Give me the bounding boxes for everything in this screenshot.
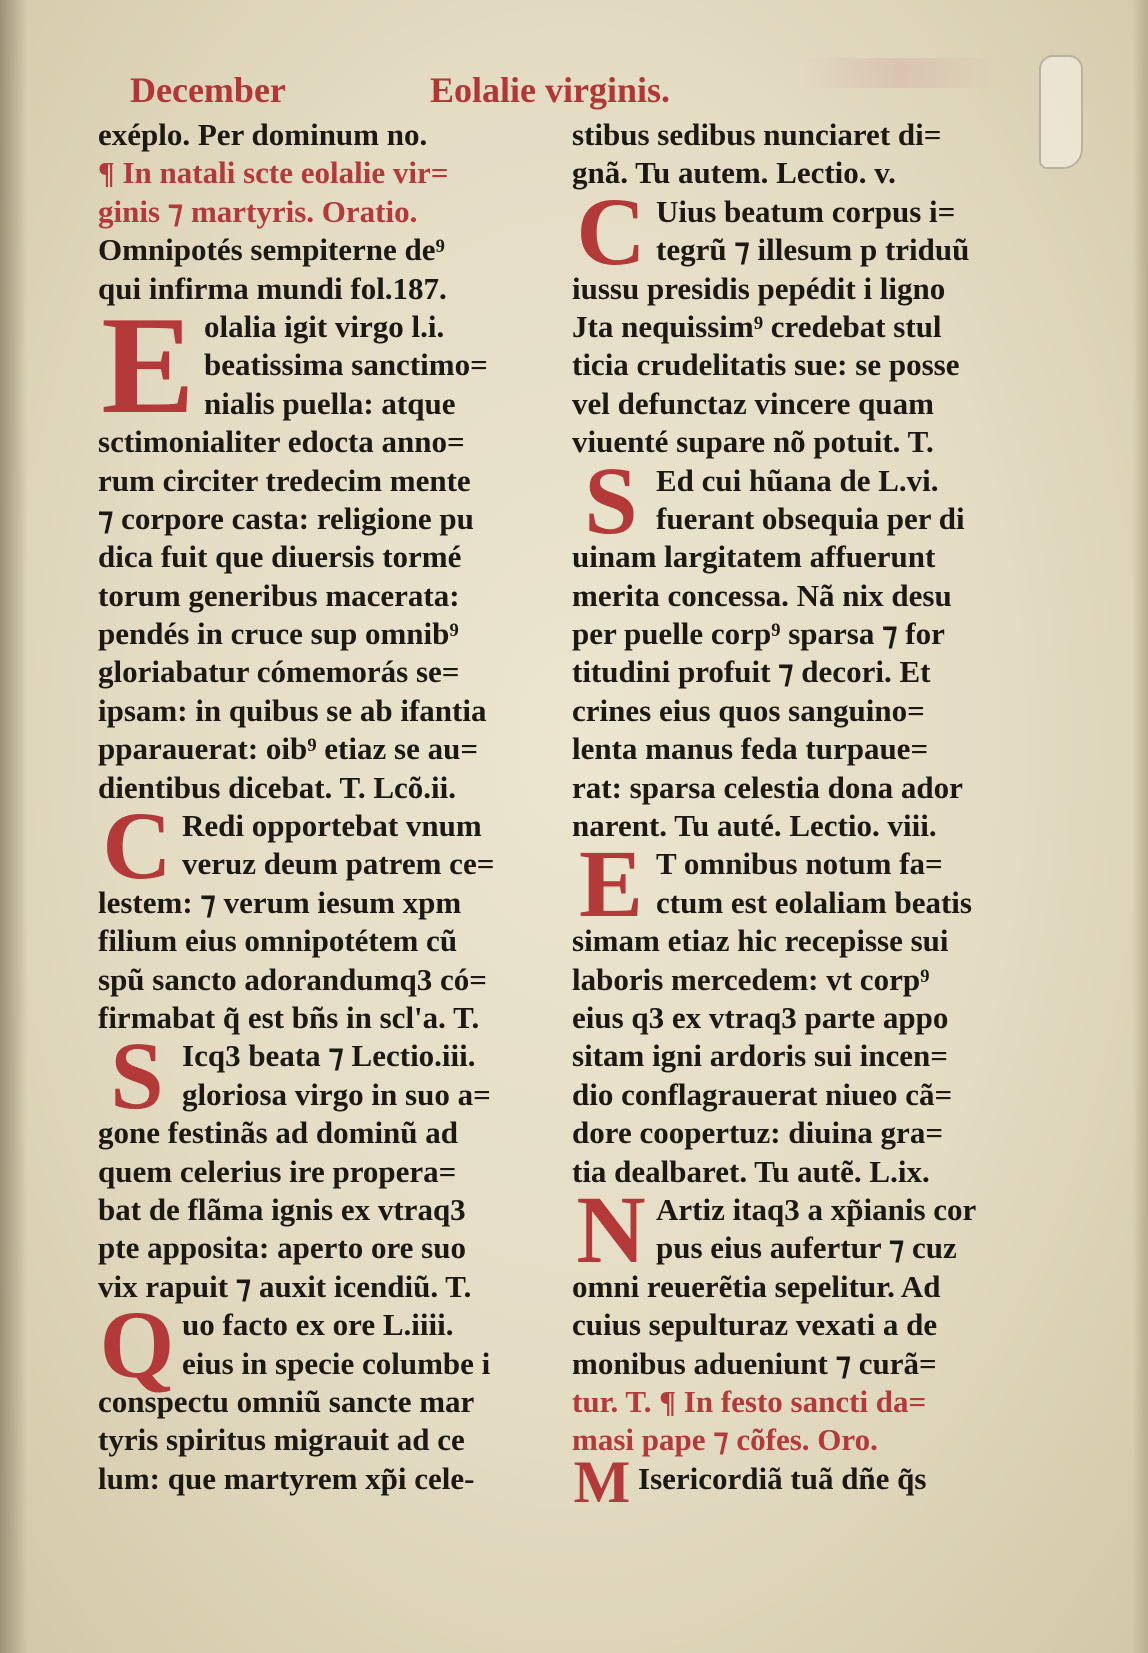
text-line: lenta manus feda turpaue=	[572, 731, 929, 767]
text-line: dientibus dicebat. T. Lcõ.ii.	[98, 769, 456, 805]
initial-capital: M	[573, 1448, 631, 1515]
text-line: pte apposita: aperto ore suo	[98, 1230, 466, 1266]
text-line: sitam igni ardoris sui incen=	[572, 1038, 948, 1074]
rubric-line: masi pape ⁊ cõfes. Oro.	[572, 1422, 878, 1458]
initial-capital: Q	[99, 1291, 175, 1399]
lectio-block-3	[98, 1022, 548, 1306]
text-line: simam etiaz hic recepisse sui	[572, 923, 949, 959]
text-line: iussu presidis pepédit i ligno	[572, 270, 946, 306]
text-line: sctimonialiter edocta anno=	[98, 424, 465, 460]
text-line: tegrũ ⁊ illesum p triduũ	[656, 232, 970, 268]
initial-capital: C	[102, 792, 172, 900]
page-edge	[1132, 0, 1148, 1653]
text-line: uinam largitatem affuerunt	[572, 539, 936, 575]
text-line: viuenté supare nõ potuit. T.	[572, 424, 934, 460]
text-line: quem celerius ire propera=	[98, 1153, 457, 1189]
text-line: dore coopertuz: diuina gra=	[572, 1115, 943, 1151]
text-line: Uius beatum corpus i=	[656, 193, 956, 229]
text-line: omni reuerẽtia sepelitur. Ad	[572, 1268, 941, 1304]
lectio-block-8	[572, 830, 1017, 1191]
left-column	[98, 116, 548, 1498]
text-line: gloriabatur cómemorás se=	[98, 654, 460, 690]
text-line: Redi opportebat vnum	[182, 808, 482, 844]
text-line: eius q3 ex vtraq3 parte appo	[572, 999, 949, 1035]
text-line: stibus sedibus nunciaret di=	[572, 117, 942, 152]
initial-capital: S	[110, 1022, 164, 1130]
initial-capital: E	[578, 830, 644, 938]
text-line: rat: sparsa celestia dona ador	[572, 769, 963, 805]
text-line: olalia igit virgo l.i.	[204, 308, 445, 344]
text-line: nialis puella: atque	[204, 385, 456, 421]
text-line: cuius sepulturaz vexati a de	[572, 1307, 938, 1343]
gutter-shadow	[0, 0, 28, 1653]
text-line: pparauerat: oib⁹ etiaz se au=	[98, 731, 478, 767]
rubric-line: ginis ⁊ martyris. Oratio.	[98, 193, 418, 229]
text-line: T omnibus notum fa=	[656, 846, 943, 882]
oratio-block	[572, 1448, 1017, 1515]
text-line: firmabat q̃ est bñs in scl'a. T.	[98, 999, 480, 1035]
text-line: pus eius aufertur ⁊ cuz	[656, 1230, 957, 1266]
text-line: ipsam: in quibus se ab ifantia	[98, 692, 487, 728]
text-line: uo facto ex ore L.iiii.	[182, 1307, 454, 1343]
text-line: laboris mercedem: vt corp⁹	[572, 961, 930, 997]
text-line: rum circiter tredecim mente	[98, 462, 471, 498]
rubric-line: ¶ In natali scte eolalie vir=	[98, 155, 449, 191]
initial-capital: E	[101, 287, 195, 443]
right-column	[572, 116, 1017, 1515]
text-line: pendés in cruce sup omnib⁹	[98, 616, 459, 652]
rubric-line: tur. T. ¶ In festo sancti da=	[572, 1383, 927, 1419]
page-tab-marker	[1039, 55, 1083, 169]
text-line: monibus adueniunt ⁊ curã=	[572, 1345, 937, 1381]
lectio-block-6	[572, 446, 1017, 846]
text-line: crines eius quos sanguino=	[572, 692, 925, 728]
ink-bleed	[800, 58, 1000, 88]
running-head-saint: Eolalie virginis.	[430, 70, 671, 110]
text-line: Isericordiã tuã dñe q̃s	[638, 1460, 927, 1496]
text-line: vix rapuit ⁊ auxit icendiũ. T.	[98, 1268, 472, 1304]
text-line: ctum est eolaliam beatis	[656, 884, 972, 920]
text-line: per puelle corp⁹ sparsa ⁊ for	[572, 616, 945, 652]
text-line: Icq3 beata ⁊ Lectio.iii.	[182, 1038, 476, 1074]
text-line: eius in specie columbe i	[182, 1345, 491, 1381]
text-line: Artiz itaq3 a xp̃ianis cor	[656, 1191, 977, 1227]
text-line: vel defunctaz vincere quam	[572, 385, 934, 421]
text-line: conspectu omniũ sancte mar	[98, 1383, 475, 1419]
text-line: Jta nequissim⁹ credebat stul	[572, 308, 942, 344]
text-line: lestem: ⁊ verum iesum xpm	[98, 884, 462, 920]
text-line: veruz deum patrem ce=	[182, 846, 495, 882]
text-line: filium eius omnipotétem cũ	[98, 923, 458, 959]
text-line: Omnipotés sempiterne de⁹	[98, 232, 445, 268]
text-line: spũ sancto adorandumq3 có=	[98, 961, 487, 997]
text-line: dio conflagrauerat niueo cã=	[572, 1076, 953, 1112]
text-line: gnã. Tu autem. Lectio. v.	[572, 155, 896, 191]
running-head-month: December	[130, 70, 286, 110]
text-line: torum generibus macerata:	[98, 577, 460, 613]
text-line: ticia crudelitatis sue: se posse	[572, 347, 960, 383]
text-line: titudini profuit ⁊ decori. Et	[572, 654, 931, 690]
lectio-block-2	[98, 792, 548, 1037]
text-line: beatissima sanctimo=	[204, 347, 488, 383]
initial-capital: C	[576, 177, 646, 285]
text-line: narent. Tu auté. Lectio. viii.	[572, 808, 937, 844]
text-line: Ed cui hũana de L.vi.	[656, 462, 939, 498]
text-line: merita concessa. Nã nix desu	[572, 577, 952, 613]
text-line: gloriosa virgo in suo a=	[182, 1076, 491, 1112]
lectio-block-9	[572, 1175, 1017, 1460]
initial-capital: S	[584, 446, 638, 554]
lectio-block-4	[98, 1291, 548, 1498]
initial-capital: N	[576, 1175, 646, 1283]
text-line: exéplo. Per dominum no.	[98, 117, 428, 152]
text-line: dica fuit que diuersis tormé	[98, 539, 462, 575]
text-line: ⁊ corpore casta: religione pu	[98, 500, 474, 536]
text-line: fuerant obsequia per di	[656, 500, 965, 536]
lectio-block-5	[572, 177, 1017, 462]
text-line: gone festinãs ad dominũ ad	[98, 1115, 459, 1151]
text-line: lum: que martyrem xp̃i cele-	[98, 1460, 475, 1496]
text-line: qui infirma mundi fol.187.	[98, 270, 447, 306]
text-line: tia dealbaret. Tu autẽ. L.ix.	[572, 1153, 930, 1189]
text-line: tyris spiritus migrauit ad ce	[98, 1422, 465, 1458]
text-line: bat de flãma ignis ex vtraq3	[98, 1191, 466, 1227]
